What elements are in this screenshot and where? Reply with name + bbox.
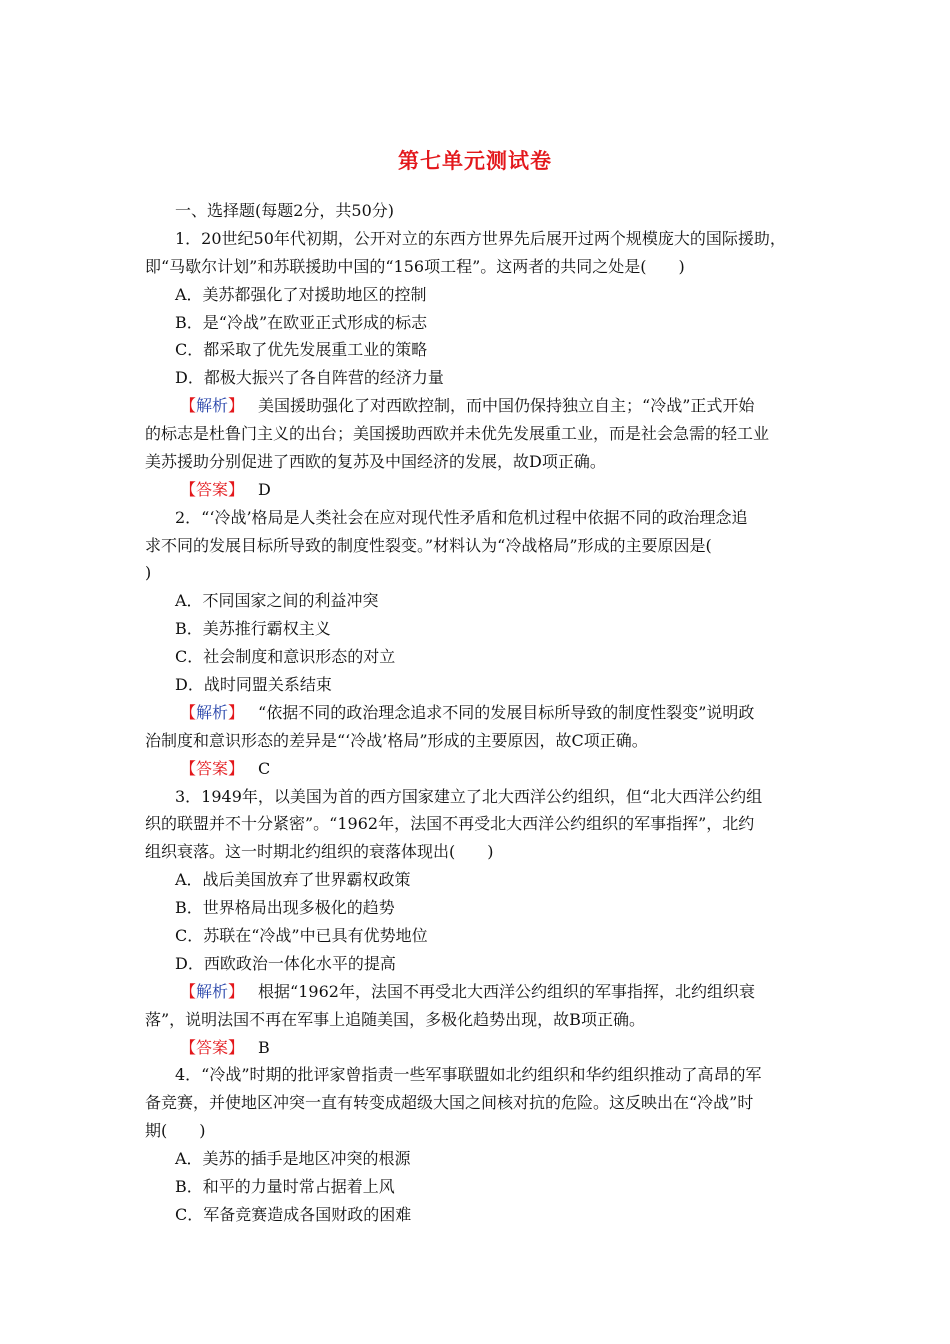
document-title: 第七单元测试卷 <box>398 149 552 173</box>
q1-analysis-line-2: 的标志是杜鲁门主义的出台；美国援助西欧并未优先发展重工业，而是社会急需的轻工业 <box>145 424 770 443</box>
q3-option-d: D．西欧政治一体化水平的提高 <box>175 954 396 973</box>
q2-option-a: A．不同国家之间的利益冲突 <box>175 591 379 610</box>
q4-stem-line-2: 备竞赛，并使地区冲突一直有转变成超级大国之间核对抗的危险。这反映出在“冷战”时 <box>145 1093 754 1112</box>
q2-stem-line-1: 2．“‘冷战’格局是人类社会在应对现代性矛盾和危机过程中依据不同的政治理念追 <box>175 508 748 527</box>
q4-option-c: C．军备竞赛造成各国财政的困难 <box>175 1205 412 1224</box>
q3-answer-label: 答案 <box>196 1038 229 1057</box>
q1-option-c: C．都采取了优先发展重工业的策略 <box>175 340 428 359</box>
q1-analysis-line-3: 美苏援助分别促进了西欧的复苏及中国经济的发展，故D项正确。 <box>145 452 606 471</box>
q2-answer: 【答案】 C <box>180 759 271 778</box>
q2-stem-line-3: ) <box>145 563 152 582</box>
q2-analysis-label: 解析 <box>196 703 229 722</box>
q1-option-a: A．美苏都强化了对援助地区的控制 <box>175 285 427 304</box>
q1-option-d: D．都极大振兴了各自阵营的经济力量 <box>175 368 444 387</box>
q3-answer: 【答案】 B <box>180 1038 270 1057</box>
q2-analysis-line-2: 治制度和意识形态的差异是“‘冷战’格局”形成的主要原因，故C项正确。 <box>145 731 648 750</box>
q3-analysis-label: 解析 <box>196 982 229 1001</box>
q2-answer-label: 答案 <box>196 759 229 778</box>
q4-stem-line-3: 期( ) <box>145 1121 206 1140</box>
q3-analysis-line-2: 落”，说明法国不再在军事上追随美国，多极化趋势出现，故B项正确。 <box>145 1010 645 1029</box>
q1-analysis-label: 解析 <box>196 396 229 415</box>
q3-stem-line-2: 织的联盟并不十分紧密”。“1962年，法国不再受北大西洋公约组织的军事指挥”，北约 <box>145 814 755 833</box>
q3-option-c: C．苏联在“冷战”中已具有优势地位 <box>175 926 428 945</box>
q2-option-d: D．战时同盟关系结束 <box>175 675 332 694</box>
q2-stem-line-2: 求不同的发展目标所导致的制度性裂变。”材料认为“冷战格局”形成的主要原因是( <box>145 536 712 555</box>
q3-option-b: B．世界格局出现多极化的趋势 <box>175 898 395 917</box>
q1-stem-line-1: 1．20世纪50年代初期，公开对立的东西方世界先后展开过两个规模庞大的国际援助， <box>175 229 786 248</box>
q4-stem-line-1: 4．“冷战”时期的批评家曾指责一些军事联盟如北约组织和华约组织推动了高昂的军 <box>175 1065 762 1084</box>
q1-answer: 【答案】 D <box>180 480 271 499</box>
q3-analysis-line-1: 【解析】 根据“1962年，法国不再受北大西洋公约组织的军事指挥，北约组织衰 <box>180 982 755 1001</box>
q4-option-b: B．和平的力量时常占据着上风 <box>175 1177 395 1196</box>
q2-option-c: C．社会制度和意识形态的对立 <box>175 647 396 666</box>
q4-option-a: A．美苏的插手是地区冲突的根源 <box>175 1149 411 1168</box>
q3-stem-line-3: 组织衰落。这一时期北约组织的衰落体现出( ) <box>145 842 494 861</box>
q1-answer-label: 答案 <box>196 480 229 499</box>
q3-option-a: A．战后美国放弃了世界霸权政策 <box>175 870 411 889</box>
q1-option-b: B．是“冷战”在欧亚正式形成的标志 <box>175 313 428 332</box>
q2-analysis-line-1: 【解析】 “依据不同的政治理念追求不同的发展目标所导致的制度性裂变”说明政 <box>180 703 755 722</box>
q1-stem-line-2: 即“马歇尔计划”和苏联援助中国的“156项工程”。这两者的共同之处是( ) <box>145 257 685 276</box>
q2-option-b: B．美苏推行霸权主义 <box>175 619 331 638</box>
q1-analysis-line-1: 【解析】 美国援助强化了对西欧控制，而中国仍保持独立自主；“冷战”正式开始 <box>180 396 755 415</box>
q3-stem-line-1: 3．1949年，以美国为首的西方国家建立了北大西洋公约组织，但“北大西洋公约组 <box>175 787 763 806</box>
section-heading: 一、选择题(每题2分，共50分) <box>175 201 395 220</box>
